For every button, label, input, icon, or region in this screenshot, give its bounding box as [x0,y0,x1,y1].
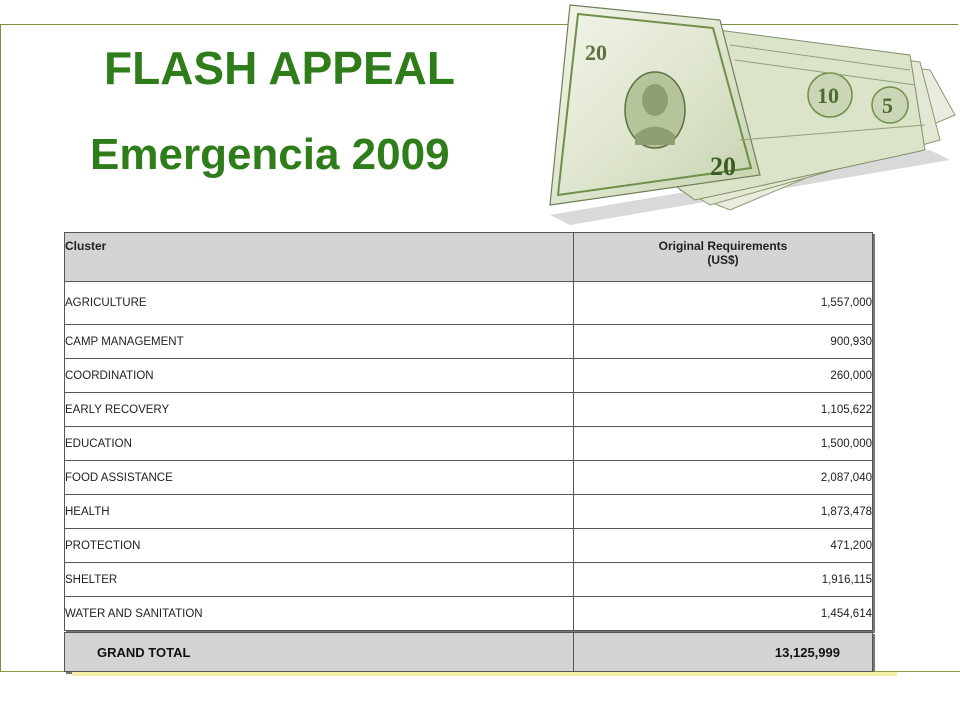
table-row [65,282,873,325]
table-row [65,529,873,563]
cluster-name: PROTECTION [65,529,574,563]
column-header-cluster: Cluster [65,233,574,282]
svg-text:20: 20 [585,40,607,65]
slide-title: FLASH APPEAL [104,42,455,94]
cluster-name: HEALTH [65,495,574,529]
table-yellow-shadow [72,672,897,676]
requirement-value: 1,500,000 [574,427,873,461]
requirement-value: 2,087,040 [574,461,873,495]
requirement-value: 1,105,622 [574,393,873,427]
slide-subtitle: Emergencia 2009 [90,130,450,179]
grand-total-wrap [64,632,872,672]
requirements-table-wrap [64,232,872,631]
table-header-row [65,233,873,282]
requirement-value: 471,200 [574,529,873,563]
cluster-name: WATER AND SANITATION [65,597,574,631]
grand-total-row [65,633,873,672]
requirement-value: 900,930 [574,325,873,359]
table-row [65,427,873,461]
table-row [65,325,873,359]
cluster-name: FOOD ASSISTANCE [65,461,574,495]
svg-text:10: 10 [817,83,839,108]
grand-total-value: 13,125,999 [574,633,873,672]
grand-total-table [64,632,873,672]
cluster-name: EDUCATION [65,427,574,461]
requirement-value: 260,000 [574,359,873,393]
requirements-table [64,232,873,631]
svg-text:20: 20 [710,152,736,181]
cluster-name: CAMP MANAGEMENT [65,325,574,359]
column-header-requirements [574,233,873,282]
requirement-value: 1,873,478 [574,495,873,529]
cluster-name: EARLY RECOVERY [65,393,574,427]
table-row [65,359,873,393]
table-row [65,393,873,427]
table-row [65,461,873,495]
requirement-value: 1,916,115 [574,563,873,597]
cluster-name: COORDINATION [65,359,574,393]
cluster-name: AGRICULTURE [65,282,574,325]
requirements-header-line2: (US$) [707,253,739,267]
money-bills-icon [530,0,960,225]
table-row [65,495,873,529]
table-row [65,597,873,631]
table-row [65,563,873,597]
requirement-value: 1,557,000 [574,282,873,325]
requirements-header-line1: Original Requirements [658,239,788,253]
svg-text:5: 5 [882,93,893,118]
cluster-name: SHELTER [65,563,574,597]
grand-total-label: GRAND TOTAL [65,633,574,672]
requirement-value: 1,454,614 [574,597,873,631]
